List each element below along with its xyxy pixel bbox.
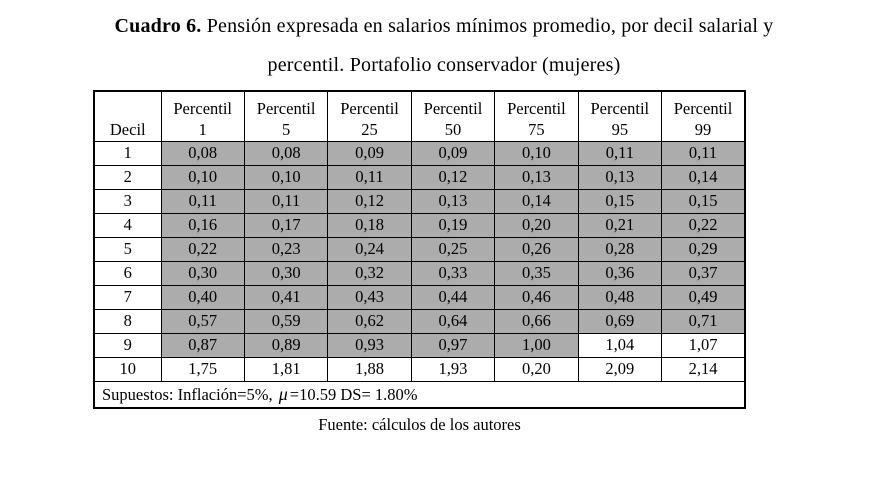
value-cell: 0,12 (328, 189, 411, 213)
header-word: Percentil (173, 99, 233, 119)
value-cell: 0,46 (495, 285, 578, 309)
table-row (94, 213, 745, 237)
header-number: 99 (694, 119, 712, 139)
value-cell: 0,16 (161, 213, 244, 237)
value-cell: 0,28 (578, 237, 661, 261)
decil-cell: 2 (94, 165, 161, 189)
percentil-column-header (161, 91, 244, 141)
value-cell: 0,87 (161, 333, 244, 357)
value-cell: 0,41 (244, 285, 327, 309)
percentil-column-header (411, 91, 494, 141)
caption-text: Pensión expresada en salarios mínimos promedio, por decil salarial y (201, 15, 774, 37)
value-cell: 0,97 (411, 333, 494, 357)
value-cell: 0,09 (411, 141, 494, 165)
value-cell: 1,04 (578, 333, 661, 357)
table-body (94, 141, 745, 381)
percentil-column-header (244, 91, 327, 141)
value-cell: 0,13 (411, 189, 494, 213)
decil-cell: 3 (94, 189, 161, 213)
value-cell: 0,20 (495, 213, 578, 237)
table-row (94, 309, 745, 333)
table-row (94, 165, 745, 189)
value-cell: 0,10 (244, 165, 327, 189)
source-note: Fuente: cálculos de los autores (318, 415, 521, 434)
value-cell: 0,59 (244, 309, 327, 333)
decil-cell: 8 (94, 309, 161, 333)
value-cell: 0,14 (662, 165, 745, 189)
assumptions-suffix: =10.59 DS= 1.80% (289, 384, 418, 404)
percentil-column-header (578, 91, 661, 141)
value-cell: 0,30 (161, 261, 244, 285)
value-cell: 0,69 (578, 309, 661, 333)
value-cell: 0,21 (578, 213, 661, 237)
value-cell: 0,57 (161, 309, 244, 333)
percentil-column-header (662, 91, 745, 141)
value-cell: 0,11 (662, 141, 745, 165)
percentil-column-header (328, 91, 411, 141)
value-cell: 1,07 (662, 333, 745, 357)
value-cell: 0,11 (578, 141, 661, 165)
value-cell: 0,11 (244, 189, 327, 213)
value-cell: 0,11 (161, 189, 244, 213)
table-row (94, 357, 745, 381)
table-row (94, 333, 745, 357)
value-cell: 0,36 (578, 261, 661, 285)
value-cell: 0,64 (411, 309, 494, 333)
decil-cell: 4 (94, 213, 161, 237)
header-number: 95 (611, 119, 629, 139)
pension-table (93, 90, 746, 409)
value-cell: 0,08 (244, 141, 327, 165)
header-word: Percentil (507, 99, 566, 119)
value-cell: 0,15 (662, 189, 745, 213)
decil-cell: 5 (94, 237, 161, 261)
header-row (94, 91, 745, 141)
decil-cell: 7 (94, 285, 161, 309)
assumptions-row (94, 381, 745, 408)
percentil-column-header (495, 91, 578, 141)
value-cell: 2,09 (578, 357, 661, 381)
value-cell: 0,10 (161, 165, 244, 189)
decil-cell: 1 (94, 141, 161, 165)
header-number: 25 (361, 119, 378, 139)
table-row (94, 285, 745, 309)
value-cell: 0,37 (662, 261, 745, 285)
assumptions-note (94, 381, 745, 408)
value-cell: 0,48 (578, 285, 661, 309)
value-cell: 0,11 (328, 165, 411, 189)
header-word: Percentil (590, 99, 650, 119)
decil-cell: 10 (94, 357, 161, 381)
assumptions-prefix: Supuestos: Inflación=5%, (102, 384, 277, 404)
value-cell: 0,43 (328, 285, 411, 309)
table-header (94, 91, 745, 141)
decil-cell: 9 (94, 333, 161, 357)
header-number: 1 (198, 119, 207, 139)
table-row (94, 141, 745, 165)
mu-symbol: μ (278, 383, 288, 404)
header-number: 75 (528, 119, 545, 139)
value-cell: 0,24 (328, 237, 411, 261)
value-cell: 0,35 (495, 261, 578, 285)
header-word: Percentil (256, 99, 316, 119)
table-row (94, 261, 745, 285)
value-cell: 0,62 (328, 309, 411, 333)
decil-cell: 6 (94, 261, 161, 285)
value-cell: 1,93 (411, 357, 494, 381)
value-cell: 0,23 (244, 237, 327, 261)
value-cell: 0,09 (328, 141, 411, 165)
value-cell: 0,26 (495, 237, 578, 261)
value-cell: 0,18 (328, 213, 411, 237)
value-cell: 0,66 (495, 309, 578, 333)
value-cell: 0,22 (161, 237, 244, 261)
value-cell: 0,19 (411, 213, 494, 237)
header-word: Percentil (423, 99, 483, 119)
value-cell: 0,49 (662, 285, 745, 309)
value-cell: 0,17 (244, 213, 327, 237)
table-footer (94, 381, 745, 408)
value-cell: 0,20 (495, 357, 578, 381)
value-cell: 0,44 (411, 285, 494, 309)
value-cell: 0,15 (578, 189, 661, 213)
value-cell: 1,88 (328, 357, 411, 381)
table-caption-line1 (0, 0, 888, 37)
value-cell: 0,25 (411, 237, 494, 261)
value-cell: 1,81 (244, 357, 327, 381)
value-cell: 0,13 (495, 165, 578, 189)
header-word: Percentil (340, 99, 399, 119)
value-cell: 0,40 (161, 285, 244, 309)
table-row (94, 189, 745, 213)
value-cell: 0,93 (328, 333, 411, 357)
value-cell: 1,75 (161, 357, 244, 381)
header-word: Percentil (673, 99, 733, 119)
value-cell: 0,08 (161, 141, 244, 165)
table-row (94, 237, 745, 261)
value-cell: 0,30 (244, 261, 327, 285)
header-number: 5 (282, 119, 291, 139)
header-number: 50 (444, 119, 462, 139)
value-cell: 0,33 (411, 261, 494, 285)
value-cell: 0,89 (244, 333, 327, 357)
value-cell: 0,10 (495, 141, 578, 165)
decil-column-header: Decil (94, 91, 161, 141)
value-cell: 0,13 (578, 165, 661, 189)
value-cell: 0,14 (495, 189, 578, 213)
value-cell: 0,22 (662, 213, 745, 237)
value-cell: 0,32 (328, 261, 411, 285)
value-cell: 0,71 (662, 309, 745, 333)
value-cell: 0,12 (411, 165, 494, 189)
caption-number: Cuadro 6. (114, 15, 202, 37)
value-cell: 2,14 (662, 357, 745, 381)
value-cell: 0,29 (662, 237, 745, 261)
value-cell: 1,00 (495, 333, 578, 357)
table-caption-line2: percentil. Portafolio conservador (mujeres) (267, 54, 621, 76)
